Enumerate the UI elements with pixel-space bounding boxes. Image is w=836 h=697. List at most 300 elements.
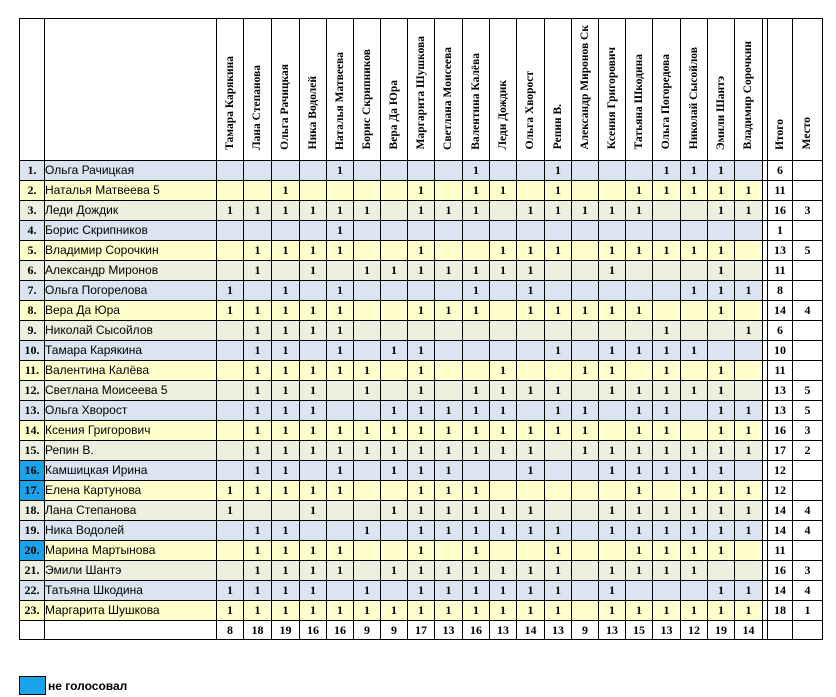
vote-cell	[300, 180, 327, 200]
vote-cell	[435, 180, 463, 200]
vote-cell: 1	[244, 440, 272, 460]
vote-cell: 1	[300, 380, 327, 400]
vote-cell	[217, 320, 244, 340]
column-header-label: Ольга Хворост	[524, 71, 536, 150]
row-place: 3	[793, 560, 823, 580]
vote-cell: 1	[599, 340, 626, 360]
vote-cell	[545, 320, 572, 340]
vote-cell	[408, 220, 435, 240]
column-header	[517, 19, 545, 161]
participant-name: Владимир Сорочкин	[45, 240, 217, 260]
vote-cell: 1	[272, 520, 300, 540]
vote-cell: 1	[463, 420, 490, 440]
vote-cell	[244, 180, 272, 200]
vote-cell: 1	[517, 520, 545, 540]
vote-cell	[572, 580, 599, 600]
vote-cell: 1	[490, 360, 517, 380]
table-row	[20, 420, 823, 440]
table-row	[20, 480, 823, 500]
vote-cell: 1	[217, 200, 244, 220]
vote-cell	[517, 160, 545, 180]
row-number: 10.	[20, 340, 45, 360]
vote-cell	[517, 480, 545, 500]
column-header	[354, 19, 381, 161]
vote-cell	[708, 220, 735, 240]
row-number: 14.	[20, 420, 45, 440]
vote-cell: 1	[354, 200, 381, 220]
vote-cell: 1	[572, 300, 599, 320]
vote-cell: 1	[708, 380, 735, 400]
vote-cell: 1	[708, 200, 735, 220]
vote-cell	[681, 320, 708, 340]
vote-cell	[708, 560, 735, 580]
row-number: 17.	[20, 480, 45, 500]
participant-name: Николай Сысойлов	[45, 320, 217, 340]
row-place: 3	[793, 200, 823, 220]
vote-cell: 1	[653, 340, 681, 360]
vote-cell	[735, 160, 763, 180]
vote-cell: 1	[463, 160, 490, 180]
vote-cell: 1	[381, 400, 408, 420]
row-total: 12	[768, 480, 793, 500]
vote-cell	[381, 220, 408, 240]
vote-cell: 1	[300, 240, 327, 260]
participant-name: Маргарита Шушкова	[45, 600, 217, 620]
table-row	[20, 280, 823, 300]
vote-cell: 1	[599, 600, 626, 620]
table-row	[20, 340, 823, 360]
vote-cell: 1	[490, 440, 517, 460]
vote-cell: 1	[327, 240, 354, 260]
vote-cell	[381, 380, 408, 400]
vote-cell: 1	[599, 240, 626, 260]
vote-cell	[354, 180, 381, 200]
vote-cell: 1	[490, 180, 517, 200]
vote-cell: 1	[327, 320, 354, 340]
row-total: 18	[768, 600, 793, 620]
vote-cell	[572, 220, 599, 240]
vote-cell: 1	[490, 420, 517, 440]
totals-row	[20, 620, 823, 639]
vote-cell: 1	[490, 560, 517, 580]
row-number: 23.	[20, 600, 45, 620]
vote-cell	[463, 320, 490, 340]
vote-cell	[572, 180, 599, 200]
row-number: 11.	[20, 360, 45, 380]
table-row	[20, 560, 823, 580]
column-total: 16	[327, 620, 354, 639]
vote-cell: 1	[327, 480, 354, 500]
vote-cell: 1	[653, 500, 681, 520]
column-header	[490, 19, 517, 161]
vote-cell	[653, 280, 681, 300]
vote-cell	[599, 160, 626, 180]
vote-cell: 1	[381, 260, 408, 280]
vote-cell: 1	[463, 560, 490, 580]
vote-cell: 1	[327, 220, 354, 240]
column-header-label: Маргарита Шушкова	[414, 36, 427, 150]
row-total: 16	[768, 560, 793, 580]
vote-cell: 1	[272, 600, 300, 620]
vote-cell: 1	[463, 280, 490, 300]
vote-cell	[272, 220, 300, 240]
vote-cell: 1	[735, 580, 763, 600]
vote-cell	[572, 260, 599, 280]
vote-cell: 1	[599, 520, 626, 540]
participant-name: Репин В.	[45, 440, 217, 460]
vote-cell	[653, 220, 681, 240]
vote-cell	[572, 560, 599, 580]
participant-name: Ольга Погорелова	[45, 280, 217, 300]
vote-cell	[572, 540, 599, 560]
vote-cell: 1	[327, 540, 354, 560]
vote-cell: 1	[327, 160, 354, 180]
vote-cell: 1	[545, 380, 572, 400]
vote-cell: 1	[408, 300, 435, 320]
vote-cell	[217, 540, 244, 560]
table-row	[20, 220, 823, 240]
vote-cell: 1	[463, 500, 490, 520]
row-number: 12.	[20, 380, 45, 400]
vote-cell: 1	[300, 400, 327, 420]
vote-cell: 1	[708, 440, 735, 460]
vote-cell: 1	[545, 540, 572, 560]
vote-cell	[435, 220, 463, 240]
vote-cell: 1	[327, 200, 354, 220]
row-place	[793, 360, 823, 380]
vote-cell: 1	[272, 240, 300, 260]
vote-cell: 1	[463, 480, 490, 500]
vote-cell: 1	[517, 460, 545, 480]
vote-cell: 1	[735, 520, 763, 540]
vote-cell	[435, 320, 463, 340]
column-header	[735, 19, 763, 161]
vote-cell	[435, 540, 463, 560]
vote-cell: 1	[653, 600, 681, 620]
vote-cell: 1	[244, 460, 272, 480]
row-place	[793, 220, 823, 240]
vote-cell	[463, 460, 490, 480]
legend-label: не голосовал	[48, 678, 128, 693]
vote-cell	[681, 580, 708, 600]
vote-cell	[572, 320, 599, 340]
vote-cell	[217, 520, 244, 540]
vote-cell: 1	[708, 400, 735, 420]
column-total: 13	[545, 620, 572, 639]
vote-cell: 1	[626, 460, 653, 480]
vote-cell: 1	[272, 180, 300, 200]
row-place	[793, 540, 823, 560]
column-header	[300, 19, 327, 161]
vote-cell: 1	[272, 540, 300, 560]
vote-cell	[599, 480, 626, 500]
totals-num-cell	[20, 620, 45, 639]
vote-cell: 1	[545, 400, 572, 420]
participant-name: Эмили Шантэ	[45, 560, 217, 580]
vote-cell: 1	[545, 340, 572, 360]
vote-cell	[300, 340, 327, 360]
vote-cell: 1	[300, 200, 327, 220]
total-header-label: Итого	[773, 118, 786, 150]
column-total: 18	[244, 620, 272, 639]
vote-cell: 1	[490, 260, 517, 280]
table-row	[20, 600, 823, 620]
vote-cell: 1	[435, 560, 463, 580]
vote-cell: 1	[626, 400, 653, 420]
column-header-label: Татьяна Шкодина	[632, 54, 645, 150]
row-place: 2	[793, 440, 823, 460]
vote-cell	[381, 320, 408, 340]
vote-cell: 1	[272, 280, 300, 300]
row-number: 5.	[20, 240, 45, 260]
vote-cell: 1	[681, 440, 708, 460]
vote-cell	[517, 320, 545, 340]
vote-cell	[626, 220, 653, 240]
participant-name: Борис Скрипников	[45, 220, 217, 240]
column-header-label: Ксения Григорович	[605, 47, 618, 150]
row-place	[793, 280, 823, 300]
vote-cell: 1	[272, 480, 300, 500]
vote-cell: 1	[435, 400, 463, 420]
vote-cell: 1	[381, 440, 408, 460]
vote-cell: 1	[435, 600, 463, 620]
vote-cell: 1	[626, 520, 653, 540]
vote-cell: 1	[327, 460, 354, 480]
vote-cell: 1	[599, 560, 626, 580]
vote-cell	[572, 500, 599, 520]
vote-cell: 1	[681, 340, 708, 360]
vote-cell	[735, 340, 763, 360]
vote-cell	[599, 420, 626, 440]
vote-cell: 1	[545, 240, 572, 260]
vote-cell: 1	[272, 460, 300, 480]
vote-cell: 1	[626, 180, 653, 200]
vote-cell: 1	[626, 420, 653, 440]
vote-cell: 1	[435, 300, 463, 320]
vote-cell	[217, 400, 244, 420]
totals-name-cell	[45, 620, 217, 639]
vote-cell	[272, 160, 300, 180]
vote-cell: 1	[272, 440, 300, 460]
vote-cell	[490, 160, 517, 180]
table-row	[20, 360, 823, 380]
vote-cell: 1	[463, 260, 490, 280]
participant-name: Александр Миронов	[45, 260, 217, 280]
row-number: 6.	[20, 260, 45, 280]
row-number: 22.	[20, 580, 45, 600]
vote-cell	[408, 320, 435, 340]
row-number: 19.	[20, 520, 45, 540]
vote-cell: 1	[244, 540, 272, 560]
vote-cell: 1	[354, 420, 381, 440]
vote-cell	[735, 560, 763, 580]
row-number: 9.	[20, 320, 45, 340]
column-header-label: Леди Дождик	[496, 80, 509, 150]
vote-cell: 1	[653, 400, 681, 420]
participant-name: Ксения Григорович	[45, 420, 217, 440]
column-total: 14	[735, 620, 763, 639]
vote-cell: 1	[300, 560, 327, 580]
vote-cell	[626, 580, 653, 600]
row-total: 14	[768, 520, 793, 540]
vote-cell: 1	[327, 300, 354, 320]
column-total: 15	[626, 620, 653, 639]
vote-cell	[354, 160, 381, 180]
vote-cell: 1	[244, 580, 272, 600]
column-header-label: Владимир Сорочкин	[742, 41, 754, 150]
table-row	[20, 540, 823, 560]
vote-cell: 1	[599, 380, 626, 400]
vote-cell	[545, 280, 572, 300]
vote-cell: 1	[517, 440, 545, 460]
vote-cell	[463, 340, 490, 360]
vote-cell	[490, 280, 517, 300]
vote-cell	[572, 380, 599, 400]
vote-cell	[217, 160, 244, 180]
vote-cell: 1	[354, 580, 381, 600]
vote-cell: 1	[327, 280, 354, 300]
vote-cell	[217, 560, 244, 580]
vote-cell: 1	[681, 160, 708, 180]
row-place: 1	[793, 600, 823, 620]
vote-cell: 1	[626, 340, 653, 360]
vote-cell	[572, 480, 599, 500]
vote-cell: 1	[244, 560, 272, 580]
place-header	[793, 19, 823, 161]
vote-cell	[572, 160, 599, 180]
vote-cell: 1	[327, 420, 354, 440]
vote-cell: 1	[490, 500, 517, 520]
row-place: 4	[793, 300, 823, 320]
column-header-label: Репин В.	[551, 104, 564, 150]
vote-cell	[463, 240, 490, 260]
vote-cell	[381, 280, 408, 300]
column-header-label: Ольга Погоредова	[660, 54, 672, 150]
vote-cell: 1	[708, 520, 735, 540]
vote-cell: 1	[217, 480, 244, 500]
vote-cell: 1	[300, 360, 327, 380]
vote-cell: 1	[463, 580, 490, 600]
vote-cell: 1	[244, 320, 272, 340]
vote-cell: 1	[300, 260, 327, 280]
column-total: 13	[435, 620, 463, 639]
vote-cell: 1	[408, 580, 435, 600]
vote-cell	[381, 160, 408, 180]
vote-cell: 1	[354, 440, 381, 460]
vote-cell: 1	[300, 500, 327, 520]
vote-cell: 1	[735, 400, 763, 420]
vote-cell	[681, 400, 708, 420]
vote-cell	[327, 380, 354, 400]
column-total: 9	[381, 620, 408, 639]
row-place: 4	[793, 500, 823, 520]
vote-cell: 1	[545, 420, 572, 440]
vote-cell	[381, 240, 408, 260]
row-total: 11	[768, 360, 793, 380]
vote-cell	[435, 360, 463, 380]
vote-cell	[517, 540, 545, 560]
vote-cell: 1	[653, 460, 681, 480]
row-place	[793, 260, 823, 280]
vote-cell	[435, 340, 463, 360]
vote-cell	[354, 400, 381, 420]
vote-cell: 1	[735, 320, 763, 340]
vote-cell: 1	[435, 200, 463, 220]
vote-cell: 1	[490, 520, 517, 540]
vote-cell: 1	[708, 480, 735, 500]
vote-cell: 1	[708, 420, 735, 440]
vote-cell: 1	[572, 420, 599, 440]
vote-cell	[327, 180, 354, 200]
vote-cell: 1	[599, 580, 626, 600]
vote-cell	[244, 160, 272, 180]
vote-cell: 1	[735, 440, 763, 460]
vote-cell	[490, 220, 517, 240]
vote-cell: 1	[408, 420, 435, 440]
vote-cell	[217, 440, 244, 460]
vote-cell	[435, 240, 463, 260]
vote-cell: 1	[327, 600, 354, 620]
column-total: 12	[681, 620, 708, 639]
vote-cell	[381, 520, 408, 540]
vote-cell: 1	[653, 380, 681, 400]
row-number: 18.	[20, 500, 45, 520]
vote-cell: 1	[408, 500, 435, 520]
participant-name: Камшицкая Ирина	[45, 460, 217, 480]
table-row	[20, 400, 823, 420]
vote-cell	[381, 480, 408, 500]
vote-cell: 1	[653, 540, 681, 560]
column-header-label: Борис Скрипников	[360, 49, 373, 150]
table-row	[20, 240, 823, 260]
vote-cell: 1	[300, 540, 327, 560]
row-place	[793, 460, 823, 480]
vote-cell	[354, 560, 381, 580]
column-header-label: Наталья Матвеева	[333, 51, 346, 150]
vote-cell	[490, 320, 517, 340]
vote-cell: 1	[735, 500, 763, 520]
vote-cell	[381, 300, 408, 320]
vote-cell: 1	[626, 600, 653, 620]
vote-cell: 1	[681, 480, 708, 500]
totals-place-cell	[793, 620, 823, 639]
vote-cell: 1	[653, 160, 681, 180]
vote-cell: 1	[517, 580, 545, 600]
vote-cell: 1	[354, 360, 381, 380]
row-place: 4	[793, 520, 823, 540]
vote-cell: 1	[735, 420, 763, 440]
vote-cell	[435, 160, 463, 180]
vote-cell	[381, 180, 408, 200]
row-total: 16	[768, 200, 793, 220]
vote-cell	[490, 340, 517, 360]
vote-cell	[626, 260, 653, 280]
vote-cell: 1	[408, 520, 435, 540]
column-header	[435, 19, 463, 161]
vote-cell	[545, 500, 572, 520]
vote-cell	[517, 360, 545, 380]
row-number: 13.	[20, 400, 45, 420]
vote-cell	[381, 200, 408, 220]
vote-cell: 1	[653, 240, 681, 260]
vote-cell	[681, 300, 708, 320]
row-place	[793, 340, 823, 360]
vote-cell: 1	[490, 580, 517, 600]
participant-name: Тамара Карякина	[45, 340, 217, 360]
vote-cell: 1	[408, 200, 435, 220]
vote-cell: 1	[244, 480, 272, 500]
vote-cell	[735, 460, 763, 480]
